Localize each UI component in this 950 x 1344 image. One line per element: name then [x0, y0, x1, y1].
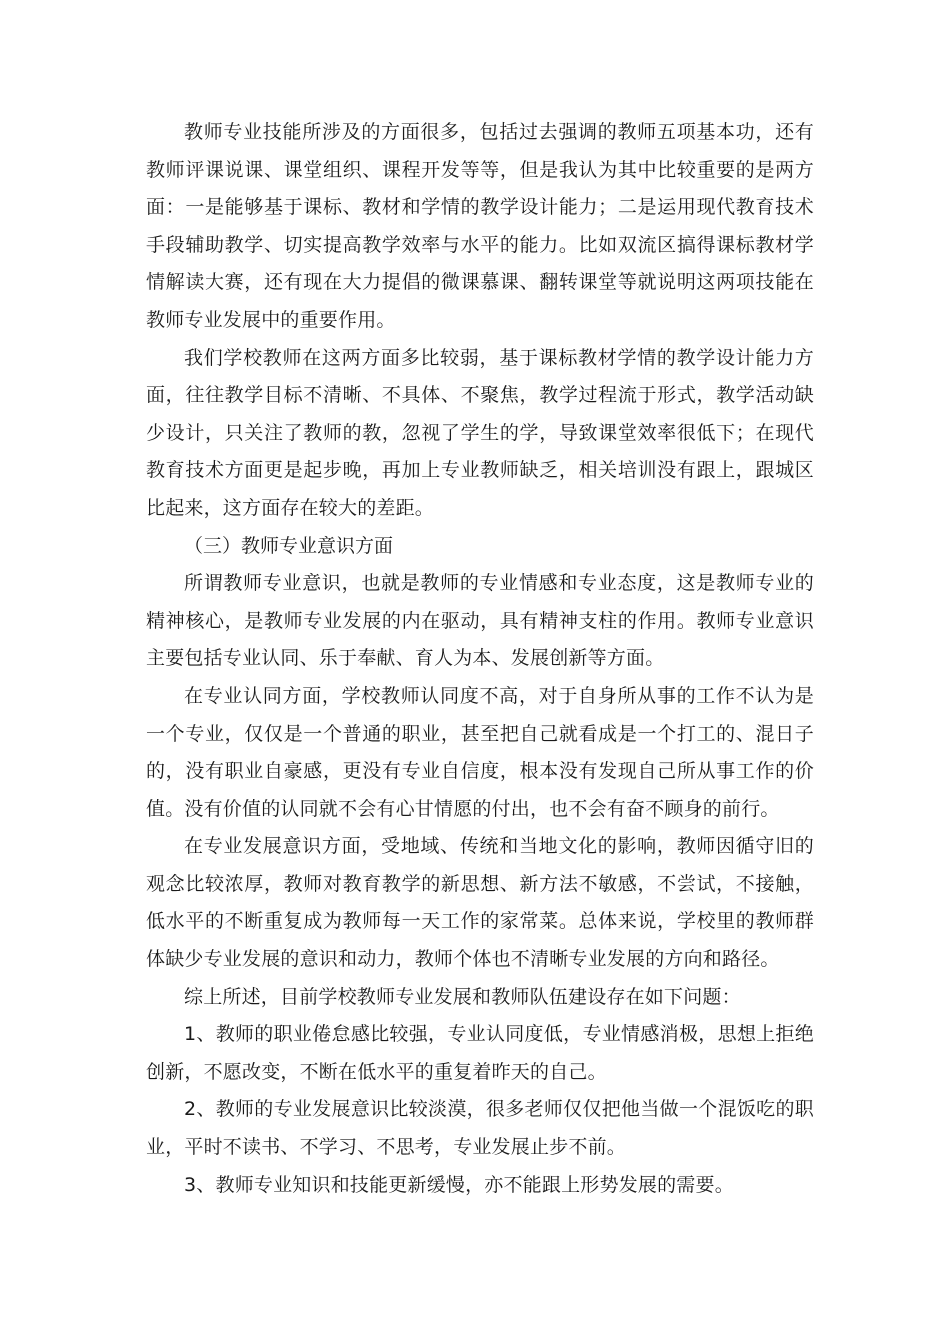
paragraph-skills-overview: 教师专业技能所涉及的方面很多，包括过去强调的教师五项基本功，还有教师评课说课、课堂组织、课程开发等等，但是我认为其中比较重要的是两方面：一是能够基于课标、教材和学情的教学设计能力；二是运用现代教育技术手段辅助教学、切实提高教学效率与水平的能力。比如双流区搞得课标教材学情解读大赛，还有现在大力提倡的微课慕课、翻转课堂等就说明这两项技能在教师专业发展中的重要作用。	[146, 121, 814, 331]
list-item-problem-1: 1、教师的职业倦怠感比较强，专业认同度低，专业情感消极，思想上拒绝创新，不愿改变，不断在低水平的重复着昨天的自己。	[146, 1023, 814, 1083]
paragraph-awareness-definition: 所谓教师专业意识，也就是教师的专业情感和专业态度，这是教师专业的精神核心，是教师专业发展的内在驱动，具有精神支柱的作用。教师专业意识主要包括专业认同、乐于奉献、育人为本、发展创新等方面。	[146, 572, 814, 670]
paragraph-skills-weakness: 我们学校教师在这两方面多比较弱，基于课标教材学情的教学设计能力方面，往往教学目标不清晰、不具体、不聚焦，教学过程流于形式，教学活动缺少设计，只关注了教师的教，忽视了学生的学，导致课堂效率很低下；在现代教育技术方面更是起步晚，再加上专业教师缺乏，相关培训没有跟上，跟城区比起来，这方面存在较大的差距。	[146, 346, 814, 519]
document-body	[146, 114, 814, 1204]
list-item-problem-2: 2、教师的专业发展意识比较淡漠，很多老师仅仅把他当做一个混饭吃的职业，平时不读书、不学习、不思考，专业发展止步不前。	[146, 1098, 814, 1159]
section-heading-awareness: （三）教师专业意识方面	[184, 534, 394, 557]
list-item-problem-3: 3、教师专业知识和技能更新缓慢，亦不能跟上形势发展的需要。	[184, 1173, 734, 1196]
paragraph-summary-intro: 综上所述，目前学校教师专业发展和教师队伍建设存在如下问题：	[184, 985, 741, 1008]
paragraph-development-awareness: 在专业发展意识方面，受地域、传统和当地文化的影响，教师因循守旧的观念比较浓厚，教师对教育教学的新思想、新方法不敏感，不尝试，不接触，低水平的不断重复成为教师每一天工作的家常菜。总体来说，学校里的教师群体缺少专业发展的意识和动力，教师个体也不清晰专业发展的方向和路径。	[146, 835, 814, 971]
paragraph-professional-identity: 在专业认同方面，学校教师认同度不高，对于自身所从事的工作不认为是一个专业，仅仅是一个普通的职业，甚至把自己就看成是一个打工的、混日子的，没有职业自豪感，更没有专业自信度，根本没有发现自己所从事工作的价值。没有价值的认同就不会有心甘情愿的付出，也不会有奋不顾身的前行。	[146, 684, 814, 820]
